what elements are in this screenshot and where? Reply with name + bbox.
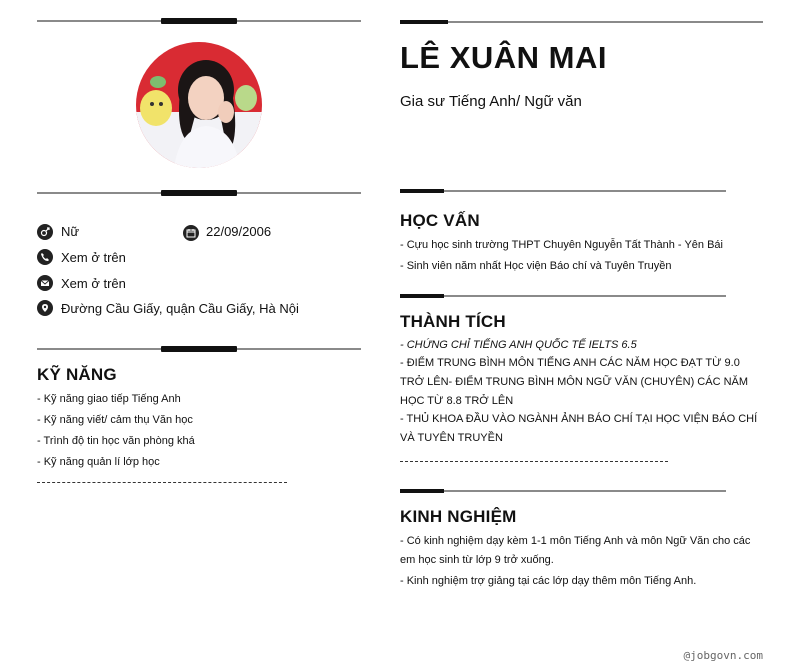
experience-item: - Có kinh nghiệm dạy kèm 1-1 môn Tiếng Anh và môn Ngữ Văn cho các em học sinh từ lớp 9 trở xuống. xyxy=(400,535,751,566)
achievements-divider-tab xyxy=(400,294,444,298)
calendar-icon xyxy=(183,225,199,241)
education-divider xyxy=(400,190,726,192)
skill-item: - Kỹ năng giao tiếp Tiếng Anh xyxy=(37,393,181,405)
gender-value: Nữ xyxy=(61,224,80,239)
experience-title: KINH NGHIỆM xyxy=(400,507,517,526)
left-top-divider-tab xyxy=(161,18,237,24)
experience-divider xyxy=(400,490,726,492)
header-divider-tab xyxy=(400,20,448,24)
experience-divider-tab xyxy=(400,489,444,493)
avatar-photo xyxy=(136,42,262,168)
gender-icon xyxy=(37,224,53,240)
experience-item: - Kinh nghiệm trợ giảng tại các lớp dạy thêm môn Tiếng Anh. xyxy=(400,575,697,587)
achievements-end-divider xyxy=(400,461,668,462)
location-pin-icon xyxy=(37,300,53,316)
skills-end-divider xyxy=(37,482,287,483)
achievement-item: - CHỨNG CHỈ TIẾNG ANH QUỐC TẾ IELTS 6.5 xyxy=(400,339,637,351)
skill-item: - Trình độ tin học văn phòng khá xyxy=(37,435,195,447)
skill-item: - Kỹ năng quản lí lớp học xyxy=(37,456,160,468)
header-divider xyxy=(400,21,763,23)
left-mid-divider-tab xyxy=(161,190,237,196)
achievements-divider xyxy=(400,295,726,297)
education-title: HỌC VẤN xyxy=(400,211,480,230)
dob-value: 22/09/2006 xyxy=(206,224,272,239)
achievement-item: - THỦ KHOA ĐẦU VÀO NGÀNH ẢNH BÁO CHÍ TẠI HỌC VIỆN BÁO CHÍ VÀ TUYÊN TRUYỀN xyxy=(400,413,758,444)
achievement-item: - ĐIỂM TRUNG BÌNH MÔN TIẾNG ANH CÁC NĂM HỌC ĐẠT TỪ 9.0 TRỞ LÊN- ĐIỂM TRUNG BÌNH MÔN NGỮ VĂN (CHUYÊN) CÁC NĂM HỌC TỪ 8.8 TRỞ LÊN xyxy=(400,357,749,407)
education-item: - Cựu học sinh trường THPT Chuyên Nguyễn Tất Thành - Yên Bái xyxy=(400,239,723,251)
email-value: Xem ở trên xyxy=(61,276,126,291)
mail-icon xyxy=(37,275,53,291)
skills-divider-tab xyxy=(161,346,237,352)
address-value: Đường Cầu Giấy, quận Cầu Giấy, Hà Nội xyxy=(61,301,299,316)
candidate-role: Gia sư Tiếng Anh/ Ngữ văn xyxy=(400,93,582,110)
skills-title: KỸ NĂNG xyxy=(37,365,117,384)
phone-icon xyxy=(37,249,53,265)
skill-item: - Kỹ năng viết/ cảm thụ Văn học xyxy=(37,414,193,426)
watermark: @jobgovn.com xyxy=(683,649,763,662)
achievements-title: THÀNH TÍCH xyxy=(400,312,506,331)
avatar xyxy=(136,42,262,168)
education-item: - Sinh viên năm nhất Học viện Báo chí và Tuyên Truyền xyxy=(400,260,672,272)
education-divider-tab xyxy=(400,189,444,193)
candidate-name: LÊ XUÂN MAI xyxy=(400,40,607,75)
phone-value: Xem ở trên xyxy=(61,250,126,265)
